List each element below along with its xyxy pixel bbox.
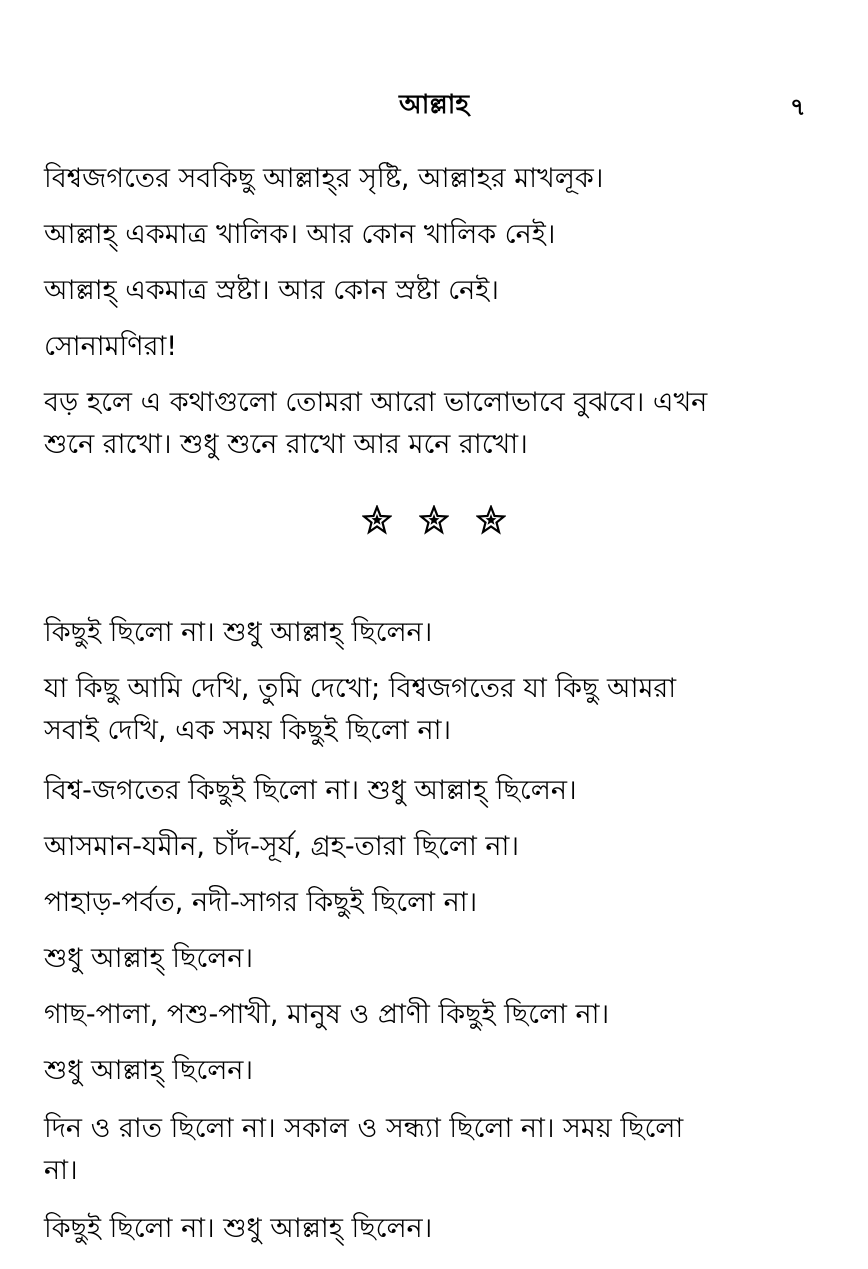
- text-line: বিশ্বজগতের সবকিছু আল্লাহ্‌র সৃষ্টি, আল্লাহর মাখলূক।: [44, 163, 604, 194]
- star-icon: [362, 505, 392, 535]
- paragraph-13: [44, 1050, 824, 1092]
- text-line: শুধু আল্লাহ্‌ ছিলেন।: [44, 943, 254, 974]
- text-line: না।: [44, 1155, 78, 1186]
- paragraph-3: [44, 270, 824, 312]
- page-number: ৭: [790, 93, 806, 121]
- paragraph-7: [44, 668, 824, 752]
- star-icon: [476, 505, 506, 535]
- text-line: যা কিছু আমি দেখি, তুমি দেখো; বিশ্বজগতের যা কিছু আমরা: [44, 673, 677, 704]
- paragraph-14: [44, 1108, 824, 1192]
- text-line: আসমান-যমীন, চাঁদ-সূর্য, গ্রহ-তারা ছিলো না।: [44, 831, 520, 862]
- text-line: কিছুই ছিলো না। শুধু আল্লাহ্‌ ছিলেন।: [44, 1213, 433, 1244]
- text-line: শুধু আল্লাহ্‌ ছিলেন।: [44, 1055, 254, 1086]
- text-line: বড় হলে এ কথাগুলো তোমরা আরো ভালোভাবে বুঝবে। এখন: [44, 387, 708, 418]
- paragraph-8: [44, 770, 824, 812]
- paragraph-6: [44, 612, 824, 654]
- text-line: গাছ-পালা, পশু-পাখী, মানুষ ও প্রাণী কিছুই ছিলো না।: [44, 999, 610, 1030]
- text-line: সোনামণিরা!: [44, 331, 178, 362]
- text-line: শুনে রাখো। শুধু শুনে রাখো আর মনে রাখো।: [44, 429, 528, 460]
- page-title: আল্লাহ: [398, 90, 470, 120]
- section-divider: [0, 505, 868, 539]
- star-icon: [419, 505, 449, 535]
- text-line: সবাই দেখি, এক সময় কিছুই ছিলো না।: [44, 715, 452, 746]
- paragraph-1: [44, 158, 824, 200]
- text-line: কিছুই ছিলো না। শুধু আল্লাহ্‌ ছিলেন।: [44, 617, 433, 648]
- paragraph-4: [44, 326, 824, 368]
- text-line: আল্লাহ্‌ একমাত্র স্রষ্টা। আর কোন স্রষ্টা নেই।: [44, 275, 499, 306]
- paragraph-15: [44, 1208, 824, 1250]
- text-line: পাহাড়-পর্বত, নদী-সাগর কিছুই ছিলো না।: [44, 887, 478, 918]
- text-line: আল্লাহ্‌ একমাত্র খালিক। আর কোন খালিক নেই।: [44, 219, 556, 250]
- text-line: দিন ও রাত ছিলো না। সকাল ও সন্ধ্যা ছিলো না। সময় ছিলো: [44, 1113, 684, 1144]
- paragraph-10: [44, 882, 824, 924]
- paragraph-9: [44, 826, 824, 868]
- text-line: বিশ্ব-জগতের কিছুই ছিলো না। শুধু আল্লাহ্‌ ছিলেন।: [44, 775, 577, 806]
- paragraph-5: [44, 382, 824, 466]
- paragraph-2: [44, 214, 824, 256]
- paragraph-11: [44, 938, 824, 980]
- paragraph-12: [44, 994, 824, 1036]
